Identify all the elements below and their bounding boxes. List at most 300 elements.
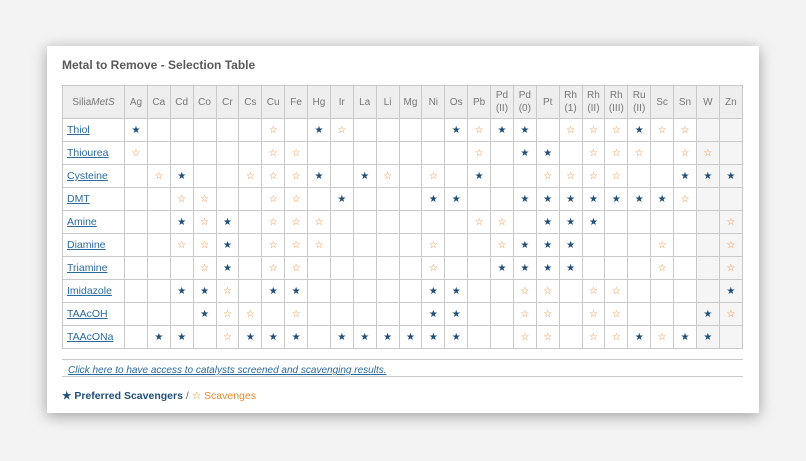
empty-cell xyxy=(170,257,193,280)
legend-scavenges-label: Scavenges xyxy=(204,390,256,402)
empty-cell xyxy=(125,165,148,188)
empty-cell xyxy=(376,234,399,257)
legend-separator: / xyxy=(182,390,192,402)
empty-cell xyxy=(696,234,719,257)
empty-cell xyxy=(308,188,331,211)
scavenger-name-cell xyxy=(63,257,125,280)
scavenger-link-cysteine[interactable]: Cysteine xyxy=(67,170,108,182)
empty-cell xyxy=(605,234,628,257)
empty-cell xyxy=(353,280,376,303)
preferred-star-icon: ★ xyxy=(308,165,331,188)
empty-cell xyxy=(674,234,697,257)
scavenges-star-icon: ☆ xyxy=(491,234,514,257)
preferred-star-icon: ★ xyxy=(674,165,697,188)
preferred-star-icon: ★ xyxy=(491,119,514,142)
scavenges-star-icon: ☆ xyxy=(376,165,399,188)
preferred-star-icon: ★ xyxy=(353,326,376,349)
empty-cell xyxy=(445,165,468,188)
preferred-star-icon: ★ xyxy=(696,326,719,349)
column-header-ruii: Ru (II) xyxy=(628,86,651,119)
empty-cell xyxy=(147,142,170,165)
empty-cell xyxy=(216,119,239,142)
empty-cell xyxy=(353,119,376,142)
preferred-star-icon: ★ xyxy=(422,280,445,303)
empty-cell xyxy=(445,142,468,165)
preferred-star-icon: ★ xyxy=(605,188,628,211)
scavenges-star-icon: ☆ xyxy=(285,234,308,257)
empty-cell xyxy=(239,119,262,142)
empty-cell xyxy=(147,303,170,326)
empty-cell xyxy=(216,188,239,211)
column-header-siliamets: SiliaMetS xyxy=(63,86,125,119)
column-header-cr: Cr xyxy=(216,86,239,119)
scavenges-star-icon: ☆ xyxy=(582,119,605,142)
empty-cell xyxy=(491,280,514,303)
table-row xyxy=(63,303,743,326)
scavenger-link-thiourea[interactable]: Thiourea xyxy=(67,147,109,159)
empty-cell xyxy=(651,165,674,188)
scavenges-star-icon: ☆ xyxy=(285,257,308,280)
scavenges-star-icon: ☆ xyxy=(193,257,216,280)
scavenges-star-icon: ☆ xyxy=(513,303,536,326)
scavenges-star-icon: ☆ xyxy=(513,326,536,349)
empty-cell xyxy=(353,257,376,280)
empty-cell xyxy=(399,257,422,280)
scavenges-star-icon: ☆ xyxy=(285,303,308,326)
scavenger-name-cell xyxy=(63,188,125,211)
empty-cell xyxy=(674,211,697,234)
column-header-os: Os xyxy=(445,86,468,119)
column-header-rh1: Rh (1) xyxy=(559,86,582,119)
preferred-star-icon: ★ xyxy=(559,188,582,211)
empty-cell xyxy=(651,211,674,234)
scavenges-star-icon: ☆ xyxy=(605,326,628,349)
empty-cell xyxy=(170,142,193,165)
scavenges-star-icon: ☆ xyxy=(422,234,445,257)
results-link-row xyxy=(62,359,743,377)
scavenges-star-icon: ☆ xyxy=(285,188,308,211)
scavenges-star-icon: ☆ xyxy=(719,234,742,257)
scavenger-link-amine[interactable]: Amine xyxy=(67,216,97,228)
empty-cell xyxy=(628,211,651,234)
preferred-star-icon: ★ xyxy=(285,326,308,349)
scavenges-star-icon: ☆ xyxy=(262,165,285,188)
scavenges-star-icon: ☆ xyxy=(651,119,674,142)
preferred-star-icon: ★ xyxy=(628,119,651,142)
empty-cell xyxy=(147,234,170,257)
empty-cell xyxy=(125,188,148,211)
empty-cell xyxy=(491,188,514,211)
empty-cell xyxy=(513,211,536,234)
scavenger-name-cell xyxy=(63,142,125,165)
scavenges-star-icon: ☆ xyxy=(262,257,285,280)
scavenges-star-icon: ☆ xyxy=(628,142,651,165)
empty-cell xyxy=(445,211,468,234)
preferred-star-icon: ★ xyxy=(651,188,674,211)
column-header-pt: Pt xyxy=(536,86,559,119)
empty-cell xyxy=(353,142,376,165)
scavenger-link-triamine[interactable]: Triamine xyxy=(67,262,108,274)
preferred-star-icon: ★ xyxy=(719,165,742,188)
scavenges-star-icon: ☆ xyxy=(262,142,285,165)
scavenges-star-icon: ☆ xyxy=(605,165,628,188)
empty-cell xyxy=(376,280,399,303)
column-header-fe: Fe xyxy=(285,86,308,119)
empty-cell xyxy=(628,257,651,280)
preferred-star-icon: ★ xyxy=(170,326,193,349)
empty-cell xyxy=(125,234,148,257)
empty-cell xyxy=(468,257,491,280)
scavenges-star-icon: ☆ xyxy=(216,280,239,303)
empty-cell xyxy=(399,165,422,188)
empty-cell xyxy=(719,142,742,165)
page-title: Metal to Remove - Selection Table xyxy=(62,58,256,72)
empty-cell xyxy=(376,211,399,234)
preferred-star-icon: ★ xyxy=(674,326,697,349)
column-header-ca: Ca xyxy=(147,86,170,119)
empty-cell xyxy=(170,303,193,326)
empty-cell xyxy=(605,211,628,234)
empty-cell xyxy=(719,119,742,142)
scavenges-star-icon: ☆ xyxy=(582,142,605,165)
empty-cell xyxy=(719,188,742,211)
scavenges-star-icon: ☆ xyxy=(262,211,285,234)
scavenges-star-icon: ☆ xyxy=(651,257,674,280)
scavenger-name-cell xyxy=(63,280,125,303)
legend xyxy=(62,390,256,402)
preferred-star-icon: ★ xyxy=(445,326,468,349)
table-row xyxy=(63,234,743,257)
preferred-star-icon: ★ xyxy=(582,188,605,211)
preferred-star-icon: ★ xyxy=(353,165,376,188)
preferred-star-icon: ★ xyxy=(62,390,72,402)
column-header-sc: Sc xyxy=(651,86,674,119)
empty-cell xyxy=(651,303,674,326)
column-header-sn: Sn xyxy=(674,86,697,119)
preferred-star-icon: ★ xyxy=(147,326,170,349)
empty-cell xyxy=(468,188,491,211)
table-row xyxy=(63,211,743,234)
scavenges-star-icon: ☆ xyxy=(262,119,285,142)
scavenger-link-imidazole[interactable]: Imidazole xyxy=(67,285,112,297)
scavenger-link-diamine[interactable]: Diamine xyxy=(67,239,106,251)
preferred-star-icon: ★ xyxy=(216,234,239,257)
empty-cell xyxy=(628,280,651,303)
empty-cell xyxy=(147,280,170,303)
scavenges-star-icon: ☆ xyxy=(536,280,559,303)
column-header-pd0: Pd (0) xyxy=(513,86,536,119)
empty-cell xyxy=(376,142,399,165)
empty-cell xyxy=(513,165,536,188)
scavenger-name-cell xyxy=(63,303,125,326)
scavenges-star-icon: ☆ xyxy=(605,142,628,165)
preferred-star-icon: ★ xyxy=(559,234,582,257)
empty-cell xyxy=(193,119,216,142)
empty-cell xyxy=(353,234,376,257)
preferred-star-icon: ★ xyxy=(445,280,468,303)
preferred-star-icon: ★ xyxy=(491,257,514,280)
preferred-star-icon: ★ xyxy=(445,119,468,142)
empty-cell xyxy=(696,188,719,211)
column-header-rhiii: Rh (III) xyxy=(605,86,628,119)
preferred-star-icon: ★ xyxy=(536,234,559,257)
empty-cell xyxy=(376,188,399,211)
scavenges-star-icon: ☆ xyxy=(651,234,674,257)
empty-cell xyxy=(216,165,239,188)
empty-cell xyxy=(239,211,262,234)
empty-cell xyxy=(491,303,514,326)
scavenges-star-icon: ☆ xyxy=(559,119,582,142)
column-header-cs: Cs xyxy=(239,86,262,119)
empty-cell xyxy=(536,119,559,142)
empty-cell xyxy=(674,257,697,280)
empty-cell xyxy=(628,165,651,188)
empty-cell xyxy=(330,211,353,234)
column-header-ir: Ir xyxy=(330,86,353,119)
empty-cell xyxy=(239,234,262,257)
preferred-star-icon: ★ xyxy=(216,257,239,280)
scavenges-star-icon: ☆ xyxy=(125,142,148,165)
scavenges-star-icon: ☆ xyxy=(536,165,559,188)
empty-cell xyxy=(491,165,514,188)
scavenges-star-icon: ☆ xyxy=(170,188,193,211)
empty-cell xyxy=(605,257,628,280)
table-body xyxy=(63,119,743,349)
preferred-star-icon: ★ xyxy=(513,188,536,211)
table-row xyxy=(63,326,743,349)
preferred-star-icon: ★ xyxy=(170,280,193,303)
empty-cell xyxy=(239,188,262,211)
empty-cell xyxy=(285,119,308,142)
header-row xyxy=(63,86,743,119)
scavenges-star-icon: ☆ xyxy=(582,303,605,326)
preferred-star-icon: ★ xyxy=(125,119,148,142)
empty-cell xyxy=(376,303,399,326)
column-header-co: Co xyxy=(193,86,216,119)
empty-cell xyxy=(262,303,285,326)
empty-cell xyxy=(216,142,239,165)
empty-cell xyxy=(468,326,491,349)
empty-cell xyxy=(696,257,719,280)
empty-cell xyxy=(330,142,353,165)
preferred-star-icon: ★ xyxy=(719,280,742,303)
empty-cell xyxy=(330,303,353,326)
empty-cell xyxy=(559,142,582,165)
scavenges-star-icon: ☆ xyxy=(285,211,308,234)
empty-cell xyxy=(125,211,148,234)
scavenger-link-dmt[interactable]: DMT xyxy=(67,193,90,205)
scavenges-star-icon: ☆ xyxy=(308,234,331,257)
preferred-star-icon: ★ xyxy=(536,142,559,165)
empty-cell xyxy=(170,119,193,142)
empty-cell xyxy=(559,326,582,349)
scavenges-star-icon: ☆ xyxy=(696,142,719,165)
scavenges-star-icon: ☆ xyxy=(193,188,216,211)
scavenges-star-icon: ☆ xyxy=(605,119,628,142)
preferred-star-icon: ★ xyxy=(376,326,399,349)
preferred-star-icon: ★ xyxy=(330,188,353,211)
scavenges-star-icon: ☆ xyxy=(605,303,628,326)
scavenges-star-icon: ☆ xyxy=(491,211,514,234)
empty-cell xyxy=(399,142,422,165)
empty-cell xyxy=(193,326,216,349)
preferred-star-icon: ★ xyxy=(696,303,719,326)
preferred-star-icon: ★ xyxy=(330,326,353,349)
scavenges-star-icon: ☆ xyxy=(605,280,628,303)
scavenges-star-icon: ☆ xyxy=(262,188,285,211)
column-header-w: W xyxy=(696,86,719,119)
empty-cell xyxy=(147,211,170,234)
scavenges-star-icon: ☆ xyxy=(582,165,605,188)
empty-cell xyxy=(468,234,491,257)
empty-cell xyxy=(308,142,331,165)
preferred-star-icon: ★ xyxy=(262,326,285,349)
empty-cell xyxy=(239,142,262,165)
preferred-star-icon: ★ xyxy=(536,188,559,211)
scavenges-star-icon: ☆ xyxy=(216,326,239,349)
empty-cell xyxy=(239,280,262,303)
scavenger-name-cell xyxy=(63,211,125,234)
scavenges-star-icon: ☆ xyxy=(422,165,445,188)
scavenges-star-icon: ☆ xyxy=(719,211,742,234)
empty-cell xyxy=(399,188,422,211)
empty-cell xyxy=(445,257,468,280)
results-link[interactable]: Click here to have access to catalysts screened and scavenging results. xyxy=(68,365,387,376)
preferred-star-icon: ★ xyxy=(628,326,651,349)
table-row xyxy=(63,119,743,142)
preferred-star-icon: ★ xyxy=(536,257,559,280)
selection-table xyxy=(62,85,743,349)
empty-cell xyxy=(696,211,719,234)
empty-cell xyxy=(674,280,697,303)
preferred-star-icon: ★ xyxy=(308,119,331,142)
empty-cell xyxy=(399,303,422,326)
scavenges-star-icon: ☆ xyxy=(422,257,445,280)
empty-cell xyxy=(422,211,445,234)
scavenges-star-icon: ☆ xyxy=(559,165,582,188)
preferred-star-icon: ★ xyxy=(422,303,445,326)
preferred-star-icon: ★ xyxy=(513,257,536,280)
scavenges-star-icon: ☆ xyxy=(239,303,262,326)
scavenges-star-icon: ☆ xyxy=(147,165,170,188)
scavenges-star-icon: ☆ xyxy=(674,119,697,142)
empty-cell xyxy=(651,142,674,165)
scavenges-star-icon: ☆ xyxy=(468,142,491,165)
scavenges-star-icon: ☆ xyxy=(262,234,285,257)
scavenges-star-icon: ☆ xyxy=(468,119,491,142)
scavenges-star-icon: ☆ xyxy=(651,326,674,349)
preferred-star-icon: ★ xyxy=(536,211,559,234)
empty-cell xyxy=(491,142,514,165)
preferred-star-icon: ★ xyxy=(193,280,216,303)
empty-cell xyxy=(125,280,148,303)
preferred-star-icon: ★ xyxy=(468,165,491,188)
empty-cell xyxy=(399,211,422,234)
empty-cell xyxy=(308,326,331,349)
empty-cell xyxy=(491,326,514,349)
empty-cell xyxy=(353,188,376,211)
empty-cell xyxy=(468,303,491,326)
empty-cell xyxy=(696,119,719,142)
scavenges-star-icon: ☆ xyxy=(582,326,605,349)
empty-cell xyxy=(330,280,353,303)
preferred-star-icon: ★ xyxy=(262,280,285,303)
scavenges-star-icon: ☆ xyxy=(674,142,697,165)
preferred-star-icon: ★ xyxy=(170,211,193,234)
empty-cell xyxy=(674,303,697,326)
scavenger-link-taacona[interactable]: TAAcONa xyxy=(67,331,114,343)
scavenges-star-icon: ☆ xyxy=(468,211,491,234)
preferred-star-icon: ★ xyxy=(170,165,193,188)
scavenger-name-cell xyxy=(63,165,125,188)
scavenges-star-icon: ☆ xyxy=(719,257,742,280)
empty-cell xyxy=(399,280,422,303)
empty-cell xyxy=(696,280,719,303)
column-header-mg: Mg xyxy=(399,86,422,119)
scavenges-star-icon: ☆ xyxy=(674,188,697,211)
scavenges-star-icon: ☆ xyxy=(285,142,308,165)
empty-cell xyxy=(147,188,170,211)
empty-cell xyxy=(308,303,331,326)
scavenges-star-icon: ☆ xyxy=(191,390,202,402)
empty-cell xyxy=(376,119,399,142)
preferred-star-icon: ★ xyxy=(696,165,719,188)
empty-cell xyxy=(422,142,445,165)
scavenges-star-icon: ☆ xyxy=(193,234,216,257)
empty-cell xyxy=(193,165,216,188)
column-header-rhii: Rh (II) xyxy=(582,86,605,119)
preferred-star-icon: ★ xyxy=(445,303,468,326)
column-header-cu: Cu xyxy=(262,86,285,119)
empty-cell xyxy=(399,234,422,257)
empty-cell xyxy=(330,165,353,188)
preferred-star-icon: ★ xyxy=(285,280,308,303)
empty-cell xyxy=(445,234,468,257)
column-header-ag: Ag xyxy=(125,86,148,119)
column-header-hg: Hg xyxy=(308,86,331,119)
empty-cell xyxy=(147,119,170,142)
selection-card xyxy=(47,46,759,413)
empty-cell xyxy=(628,234,651,257)
empty-cell xyxy=(125,257,148,280)
preferred-star-icon: ★ xyxy=(582,211,605,234)
empty-cell xyxy=(147,257,170,280)
empty-cell xyxy=(193,142,216,165)
preferred-star-icon: ★ xyxy=(193,303,216,326)
scavenger-link-taacoh[interactable]: TAAcOH xyxy=(67,308,108,320)
empty-cell xyxy=(559,303,582,326)
empty-cell xyxy=(239,257,262,280)
table-row xyxy=(63,280,743,303)
scavenges-star-icon: ☆ xyxy=(308,211,331,234)
preferred-star-icon: ★ xyxy=(216,211,239,234)
empty-cell xyxy=(582,257,605,280)
preferred-star-icon: ★ xyxy=(399,326,422,349)
scavenger-name-cell xyxy=(63,326,125,349)
empty-cell xyxy=(582,234,605,257)
legend-preferred-label: Preferred Scavengers xyxy=(74,390,183,402)
empty-cell xyxy=(468,280,491,303)
scavenges-star-icon: ☆ xyxy=(170,234,193,257)
preferred-star-icon: ★ xyxy=(239,326,262,349)
column-header-cd: Cd xyxy=(170,86,193,119)
scavenges-star-icon: ☆ xyxy=(513,280,536,303)
empty-cell xyxy=(353,211,376,234)
empty-cell xyxy=(330,234,353,257)
column-header-pdii: Pd (II) xyxy=(491,86,514,119)
scavenger-link-thiol[interactable]: Thiol xyxy=(67,124,90,136)
preferred-star-icon: ★ xyxy=(422,326,445,349)
